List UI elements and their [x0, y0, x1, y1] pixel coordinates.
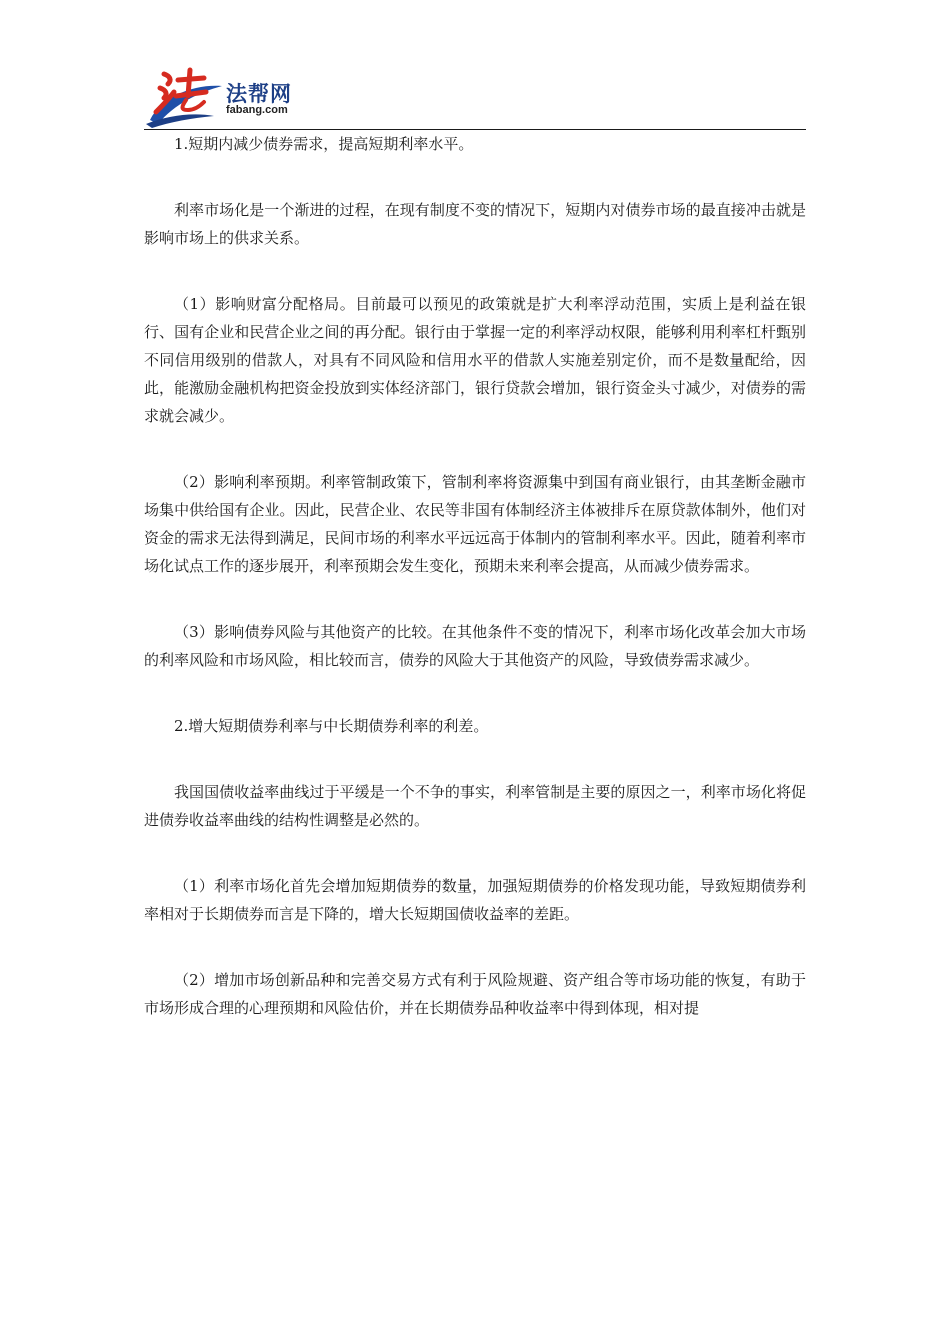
fabang-logo-mark-icon: [144, 66, 226, 130]
section-heading-2: 2.增大短期债券利率与中长期债券利率的利差。: [174, 717, 489, 735]
fabang-logo[interactable]: [144, 66, 304, 130]
body-paragraph: （1）利率市场化首先会增加短期债券的数量，加强短期债券的价格发现功能，导致短期债券利率相对于长期债券而言是下降的，增大长短期国债收益率的差距。: [144, 877, 806, 923]
body-paragraph: （2）增加市场创新品种和完善交易方式有利于风险规避、资产组合等市场功能的恢复，有助于市场形成合理的心理预期和风险估价，并在长期债券品种收益率中得到体现，相对提: [144, 971, 806, 1017]
section-heading-1: 1.短期内减少债券需求，提高短期利率水平。: [174, 135, 474, 153]
logo-subtitle: fabang.com: [226, 104, 288, 116]
page-header: [144, 66, 806, 130]
document-body: [144, 130, 806, 1022]
logo-title: 法帮网: [226, 82, 292, 106]
body-paragraph: 我国国债收益率曲线过于平缓是一个不争的事实，利率管制是主要的原因之一，利率市场化将促进债券收益率曲线的结构性调整是必然的。: [144, 783, 806, 829]
body-paragraph: （2）影响利率预期。利率管制政策下，管制利率将资源集中到国有商业银行，由其垄断金融市场集中供给国有企业。因此，民营企业、农民等非国有体制经济主体被排斥在原贷款体制外，他们对资金的需求无法得到满足，民间市场的利率水平远远高于体制内的管制利率水平。因此，随着利率市场化试点工作的逐步展开，利率预期会发生变化，预期未来利率会提高，从而减少债券需求。: [144, 473, 806, 575]
body-paragraph: （3）影响债券风险与其他资产的比较。在其他条件不变的情况下，利率市场化改革会加大市场的利率风险和市场风险，相比较而言，债券的风险大于其他资产的风险，导致债券需求减少。: [144, 623, 806, 669]
body-paragraph: （1）影响财富分配格局。目前最可以预见的政策就是扩大利率浮动范围，实质上是利益在银行、国有企业和民营企业之间的再分配。银行由于掌握一定的利率浮动权限，能够利用利率杠杆甄别不同信用级别的借款人，对具有不同风险和信用水平的借款人实施差别定价，而不是数量配给，因此，能激励金融机构把资金投放到实体经济部门，银行贷款会增加，银行资金头寸减少，对债券的需求就会减少。: [144, 295, 806, 425]
body-paragraph: 利率市场化是一个渐进的过程，在现有制度不变的情况下，短期内对债券市场的最直接冲击就是影响市场上的供求关系。: [144, 201, 806, 247]
